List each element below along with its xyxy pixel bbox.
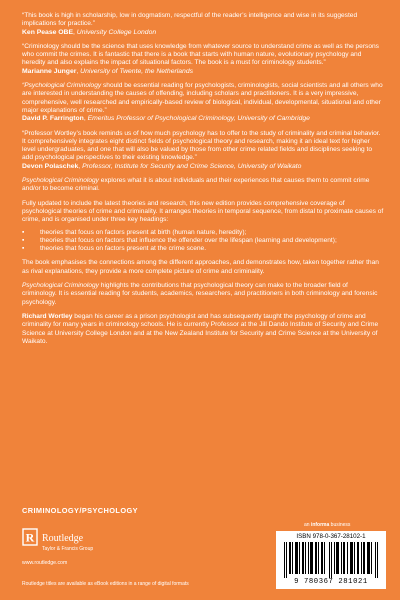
- quote-4: “Professor Wortley’s book reminds us of how much psychology has to offer to the study of criminality and criminal behavior. It comprehensively integrates eight distinct fields of psychological theory and research, making it an ideal text for higher level undergraduates, and one that will also be valued by those from other crime related fields and disciplines seeking to add psychological perspectives to their existing knowledge.” Devon Polaschek, Professor, Institute for Security and Crime Science, University of Waikato: [22, 129, 381, 170]
- quote-2: “Criminology should be the science that uses knowledge from whatever source to understand crime as well as the persons who commit the crimes. It is fantastic that there is a book that starts with human nature, evolutionary psychology and heredity and also explains the impact of situational factors. The book is a must for criminology students.” Marianne Junger, University of Twente, the Netherlands: [22, 42, 379, 75]
- list-item: ▪ theories that focus on factors that influence the offender over the lifespan (learning and development);: [22, 237, 384, 245]
- quote-affiliation: Professor, Institute for Security and Crime Science, University of Waikato: [82, 162, 302, 170]
- quote-affiliation: Emeritus Professor of Psychological Criminology, University of Cambridge: [87, 115, 310, 123]
- update-paragraph: Fully updated to include the latest theories and research, this new edition provides comprehensive coverage of psychological theories of crime and criminality. It arranges theories in temporal sequence, from distal to proximate causes of crime, and is organised under three key headings:: [22, 199, 384, 224]
- subject-category: CRIMINOLOGY/PSYCHOLOGY: [22, 506, 138, 515]
- quote-affiliation: University College London: [76, 28, 157, 36]
- intro-paragraph: Psychological Criminology explores what it is about individuals and their experiences that causes them to commit crime and/or to become criminal.: [22, 177, 370, 193]
- publisher-name: Routledge: [42, 533, 84, 544]
- svg-text:R: R: [25, 530, 35, 545]
- list-item: ▪ theories that focus on factors present at the crime scene.: [22, 245, 384, 253]
- author-bio: Richard Wortley began his career as a prison psychologist and has subsequently taught the psychology of crime and criminality for many years in criminology schools. He is currently Professor at the Jill Dando Institute of Security and Crime Science at University College London and at the New Zealand Institute for Security and Crime Science at the University of Waikato.: [22, 312, 379, 345]
- list-item: ▪ theories that focus on factors present at birth (human nature, heredity);: [22, 229, 384, 237]
- back-cover-text: [22, 12, 384, 346]
- routledge-logo-icon: [22, 528, 38, 546]
- isbn-label: ISBN 978-0-367-28102-1: [296, 533, 366, 540]
- ebook-note: Routledge titles are available as eBook editions in a range of digital formats: [22, 581, 189, 587]
- highlight-paragraph: Psychological Criminology highlights the contributions that psychological theory can make to the broader field of criminology. It is essential reading for students, academics, researchers, and practitioners in both criminology and forensic psychology.: [22, 282, 378, 306]
- quote-3: “Psychological Criminology should be essential reading for psychologists, criminologists, social scientists and all others who are interested in understanding the causes of offending, including scholars and practitioners. It is a very impressive, comprehensive, well researched and empirically-based review of biological, individual, developmental, situational and other major explanations of crime.” David P. Farrington, Emeritus Professor of Psychological Criminology, University of Cambridge: [22, 82, 383, 123]
- quote-author: David P. Farrington: [22, 115, 84, 123]
- quote-affiliation: University of Twente, the Netherlands: [80, 67, 194, 75]
- quote-1: “This book is high in scholarship, low in dogmatism, respectful of the reader’s intelligence and wise in its suggested implications for practice.” Ken Pease OBE, University College London: [22, 12, 358, 36]
- heading-list: [22, 229, 384, 254]
- quote-author: Ken Pease OBE: [22, 28, 73, 36]
- publisher-logo: [22, 528, 93, 552]
- author-name: Richard Wortley: [22, 312, 73, 320]
- barcode-digits: 9 780367 281021: [294, 578, 368, 586]
- publisher-website[interactable]: www.routledge.com: [22, 560, 68, 566]
- quote-author: Marianne Junger: [22, 67, 77, 75]
- barcode-icon: [284, 542, 378, 578]
- informa-business-tag: an informa business: [304, 522, 351, 528]
- quote-author: Devon Polaschek: [22, 162, 79, 170]
- barcode-panel: [276, 531, 386, 589]
- emphasis-paragraph: The book emphasises the connections among the different approaches, and demonstrates how, taken together rather than as rival explanations, they provide a more complete picture of crime and criminality.: [22, 259, 379, 275]
- publisher-group: Taylor & Francis Group: [42, 546, 94, 552]
